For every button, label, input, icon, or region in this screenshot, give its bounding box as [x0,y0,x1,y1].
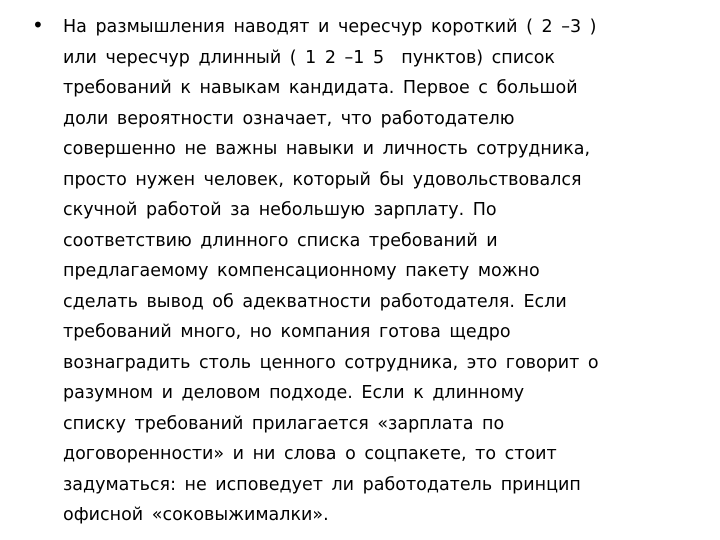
text-line: списку требований прилагается «зарплата по [63,413,505,434]
text-line: сделать вывод об адекватности работодателя. Если [63,291,567,312]
text-line: скучной работой за небольшую зарплату. По [63,200,497,220]
text-line: требований много, но компания готова щедро [63,322,511,342]
bullet-icon: • [32,13,44,37]
text-line: предлагаемому компенсационному пакету можно [63,261,540,281]
text-line: доли вероятности означает, что работодателю [63,108,515,129]
text-line: На размышления наводят и чересчур короткий ( 2 –3 ) [63,17,597,37]
text-line: или чересчур длинный ( 1 2 –1 5 пунктов) список [63,47,555,68]
text-line: разумном и деловом подходе. Если к длинному [63,383,525,403]
text-line: совершенно не важны навыки и личность сотрудника, [63,139,591,159]
text-line: просто нужен человек, который бы удовольствовался [63,169,582,190]
text-line: задуматься: не исповедует ли работодатель принцип [63,474,581,495]
text-line: требований к навыкам кандидата. Первое с большой [63,78,578,98]
paragraph [63,12,703,531]
text-line: соответствию длинного списка требований и [63,230,498,251]
text-line: офисной «соковыжималки». [63,505,329,525]
text-line: договоренности» и ни слова о соцпакете, то стоит [63,444,557,464]
text-line: вознаградить столь ценного сотрудника, это говорит о [63,352,599,373]
